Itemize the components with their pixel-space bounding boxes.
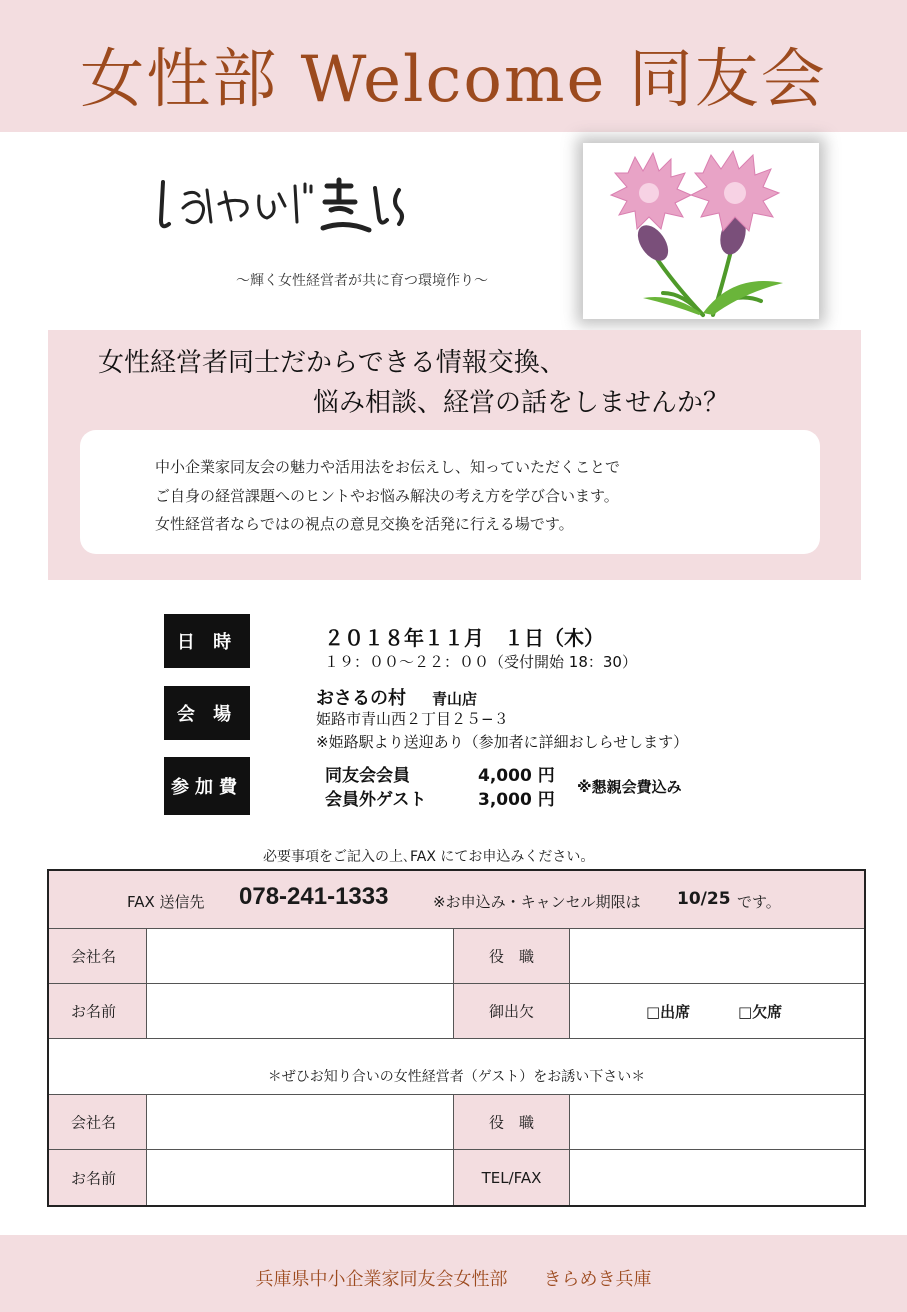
position-label-cell — [454, 929, 570, 984]
company-field[interactable] — [147, 929, 454, 984]
name-label-cell — [49, 984, 147, 1039]
attend-checkbox[interactable]: □出席 — [646, 1003, 691, 1021]
fax-number: 078-241-1333 — [239, 883, 389, 910]
guest-name-label: お名前 — [71, 1169, 117, 1187]
event-date: ２０１８年１１月 １日（木） — [324, 626, 604, 650]
application-form — [47, 869, 866, 1207]
event-time: １９：００～２２：００（受付開始 18：30） — [324, 653, 637, 671]
attendance-label: 御出欠 — [488, 1002, 534, 1021]
description-line: 中小企業家同友会の魅力や活用法をお伝えし、知っていただくことで — [155, 458, 621, 476]
guest-name-label-cell — [49, 1150, 147, 1205]
fee-guest-amount: 3,000 円 — [478, 790, 555, 810]
guest-position-label: 役 職 — [488, 1113, 534, 1132]
venue-name: おさるの村 — [316, 688, 406, 709]
venue-branch: 青山店 — [432, 690, 478, 708]
guest-company-label-cell — [49, 1095, 147, 1150]
name-field[interactable] — [147, 984, 454, 1039]
deadline-suffix: です。 — [737, 893, 781, 911]
venue-label: 会 場 — [164, 686, 250, 740]
position-label: 役 職 — [488, 947, 534, 966]
venue-address: 姫路市青山西２丁目２５−３ — [316, 710, 509, 728]
deadline-prefix: ※お申込み・キャンセル期限は — [433, 893, 641, 911]
guest-company-field[interactable] — [147, 1095, 454, 1150]
name-label: お名前 — [71, 1002, 117, 1021]
guest-note: ＊ぜひお知り合いの女性経営者（ゲスト）をお誘い下さい＊ — [267, 1069, 646, 1085]
guest-telfax-label: TEL/FAX — [481, 1168, 542, 1187]
guest-note-row — [49, 1039, 864, 1095]
tagline: ～輝く女性経営者が共に育つ環境作り～ — [236, 273, 488, 289]
description-line: ご自身の経営課題へのヒントやお悩み解決の考え方を学び合います。 — [155, 487, 619, 505]
form-instruction: 必要事項をご記入の上､FAX にてお申込みください。 — [263, 849, 595, 865]
attendance-field — [570, 984, 864, 1039]
guest-company-label: 会社名 — [71, 1113, 117, 1132]
guest-name-field[interactable] — [147, 1150, 454, 1205]
description-line: 女性経営者ならではの視点の意見交換を活発に行える場です。 — [155, 515, 574, 533]
fee-label: 参加費 — [164, 757, 250, 815]
fee-member-amount: 4,000 円 — [478, 766, 555, 786]
fee-member-label: 同友会会員 — [325, 766, 410, 786]
guest-telfax-label-cell — [454, 1150, 570, 1205]
carnation-icon — [583, 143, 819, 319]
position-field[interactable] — [570, 929, 864, 984]
fax-label: FAX 送信先 — [127, 893, 205, 911]
guest-telfax-field[interactable] — [570, 1150, 864, 1205]
guest-position-field[interactable] — [570, 1095, 864, 1150]
company-label: 会社名 — [71, 947, 117, 966]
attendance-label-cell — [454, 984, 570, 1039]
deadline-date: 10/25 — [677, 889, 731, 909]
fax-row — [49, 871, 864, 929]
flower-image — [583, 143, 819, 319]
headline-line-1: 女性経営者同士だからできる情報交換、 — [98, 348, 566, 378]
absent-checkbox[interactable]: □欠席 — [738, 1003, 783, 1021]
guest-position-label-cell — [454, 1095, 570, 1150]
footer-organization: 兵庫県中小企業家同友会女性部 きらめき兵庫 — [255, 1269, 652, 1290]
venue-note: ※姫路駅より送迎あり（参加者に詳細おしらせします） — [316, 733, 689, 751]
fee-note: ※懇親会費込み — [577, 778, 682, 796]
headline-line-2: 悩み相談、経営の話をしませんか？ — [313, 388, 730, 418]
calligraphy-logo — [155, 172, 415, 242]
company-label-cell — [49, 929, 147, 984]
fee-guest-label: 会員外ゲスト — [325, 790, 427, 810]
page-title: 女性部 Welcome 同友会 — [80, 43, 827, 117]
date-label: 日 時 — [164, 614, 250, 668]
